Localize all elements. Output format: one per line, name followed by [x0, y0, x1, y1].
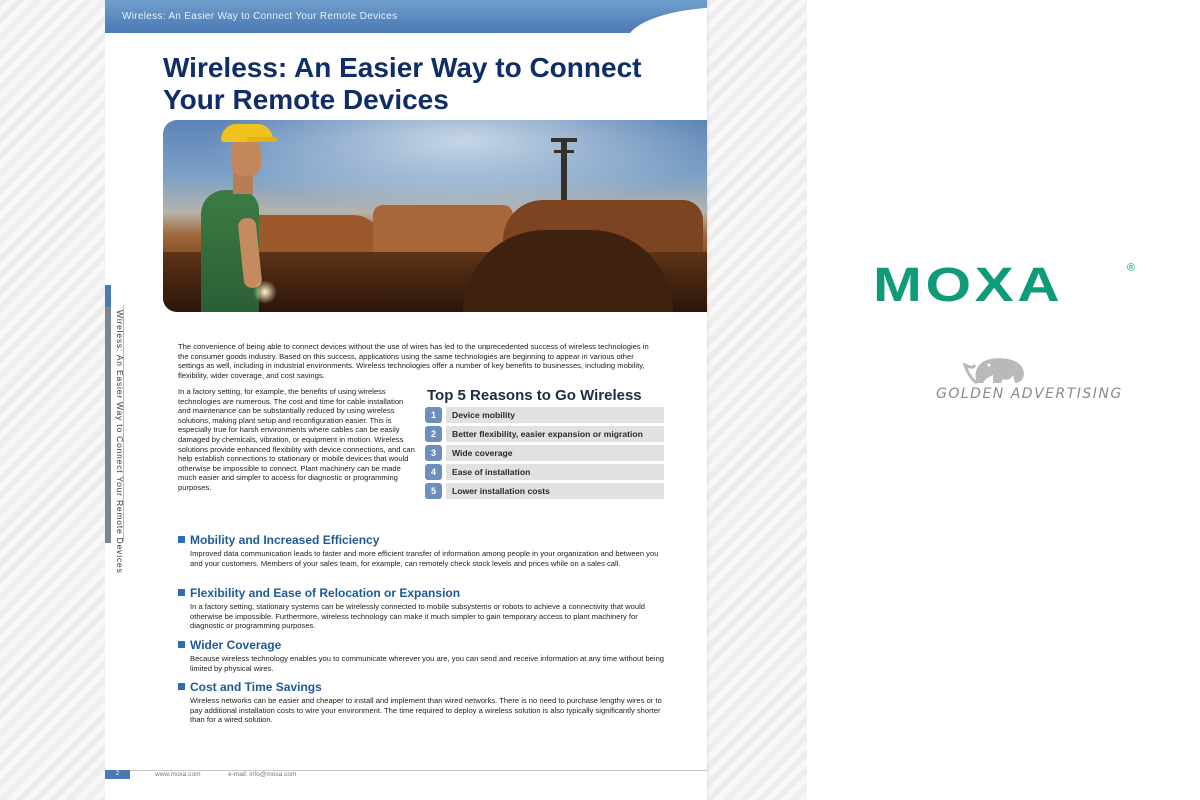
reason-item: [425, 445, 665, 461]
section-heading: [178, 638, 668, 653]
page-number: 2: [105, 770, 130, 779]
reason-item: [425, 426, 665, 442]
page-title: Wireless: An Easier Way to Connect Your Remote Devices: [163, 52, 642, 115]
square-bullet-icon: [178, 641, 185, 648]
footer-website: www.moxa.com: [155, 771, 201, 778]
reason-number: 5: [425, 483, 442, 499]
reason-item: [425, 483, 665, 499]
section-body: Improved data communication leads to faster and more efficient transfer of information among people in your organization and between you and your customers. Members of your sales team, for example, can remotely check stock levels and prices while on a sales call.: [190, 549, 659, 568]
reason-label: Wide coverage: [446, 445, 664, 461]
side-bar-accent: [105, 285, 111, 307]
brochure-page: [105, 0, 707, 800]
section-cost: [178, 680, 668, 725]
registered-mark: ®: [1127, 262, 1136, 274]
section-heading-text: Wider Coverage: [190, 638, 282, 652]
background-stripes-right: [707, 0, 807, 800]
golden-advertising-logo: GOLDEN ADVERTISING: [936, 386, 1123, 402]
moxa-logo: MOXA: [873, 259, 1064, 312]
left-column-paragraph: In a factory setting, for example, the benefits of using wireless technologies are numerous. The cost and time for cable installation and maintenance can be substantially reduced by using wireless solutions, making plant setup and reconfiguration easier. This is especially true for harsh environments where cables can be easily damaged by chemicals, vibration, or equipment in motion. Wireless solutions provide enhanced flexibility with device connections, and can help establish connections to stationary or mobile devices that would otherwise be impossible to connect. Plant machinery can be made much easier and simpler to access for diagnostic or programming purposes.: [178, 387, 415, 492]
section-mobility: [178, 533, 668, 568]
elephant-logo-icon: [963, 353, 1031, 385]
square-bullet-icon: [178, 589, 185, 596]
reason-number: 2: [425, 426, 442, 442]
side-bar: [105, 285, 111, 543]
reasons-title: Top 5 Reasons to Go Wireless: [427, 387, 642, 404]
section-heading-text: Mobility and Increased Efficiency: [190, 533, 380, 547]
section-heading: [178, 533, 668, 548]
reason-number: 4: [425, 464, 442, 480]
section-body: Because wireless technology enables you to communicate wherever you are, you can send and receive information at any time without being limited by physical wires.: [190, 654, 665, 673]
square-bullet-icon: [178, 683, 185, 690]
section-heading-text: Flexibility and Ease of Relocation or Expansion: [190, 586, 461, 600]
square-bullet-icon: [178, 536, 185, 543]
reason-label: Ease of installation: [446, 464, 664, 480]
section-coverage: [178, 638, 668, 673]
section-body: In a factory setting, stationary systems can be wirelessly connected to mobile subsystems or robots to achieve a connectivity that would otherwise be impossible. Furthermore, wireless technology can make it much simpler to gain temporary access to plant machinery for diagnostic or programming purposes.: [190, 602, 645, 631]
top-reasons-box: [425, 387, 665, 502]
section-heading-text: Cost and Time Savings: [190, 680, 322, 694]
hero-image: [163, 120, 707, 312]
reason-number: 3: [425, 445, 442, 461]
antenna-tower-icon: [561, 140, 567, 200]
section-flexibility: [178, 586, 668, 631]
background-stripes-left: [0, 0, 105, 800]
footer-email: e-mail: info@moxa.com: [228, 771, 297, 778]
reason-number: 1: [425, 407, 442, 423]
intro-paragraph: The convenience of being able to connect devices without the use of wires has led to the unprecedented success of wireless technologies in the consumer goods industry. Based on this success, applications using the same technologies are beginning to appear in various other settings as well, including in industrial environments. Wireless technologies offer a number of key benefits to businesses, including mobility, flexibility, wider coverage, and cost savings.: [178, 342, 649, 380]
section-heading: [178, 680, 668, 695]
side-label: Wireless: An Easier Way to Connect Your Remote Devices: [115, 310, 125, 574]
reason-item: [425, 407, 665, 423]
reason-item: [425, 464, 665, 480]
running-header: Wireless: An Easier Way to Connect Your Remote Devices: [122, 11, 398, 22]
section-body: Wireless networks can be easier and cheaper to install and implement than wired networks. There is no need to purchase lengthy wires or to pay additional installation costs to wire your environment. The time required to deploy a wireless solution is also typically significantly shorter than for a wired solution.: [190, 696, 662, 725]
section-heading: [178, 586, 668, 601]
reason-label: Better flexibility, easier expansion or migration: [446, 426, 664, 442]
reason-label: Lower installation costs: [446, 483, 664, 499]
reason-label: Device mobility: [446, 407, 664, 423]
